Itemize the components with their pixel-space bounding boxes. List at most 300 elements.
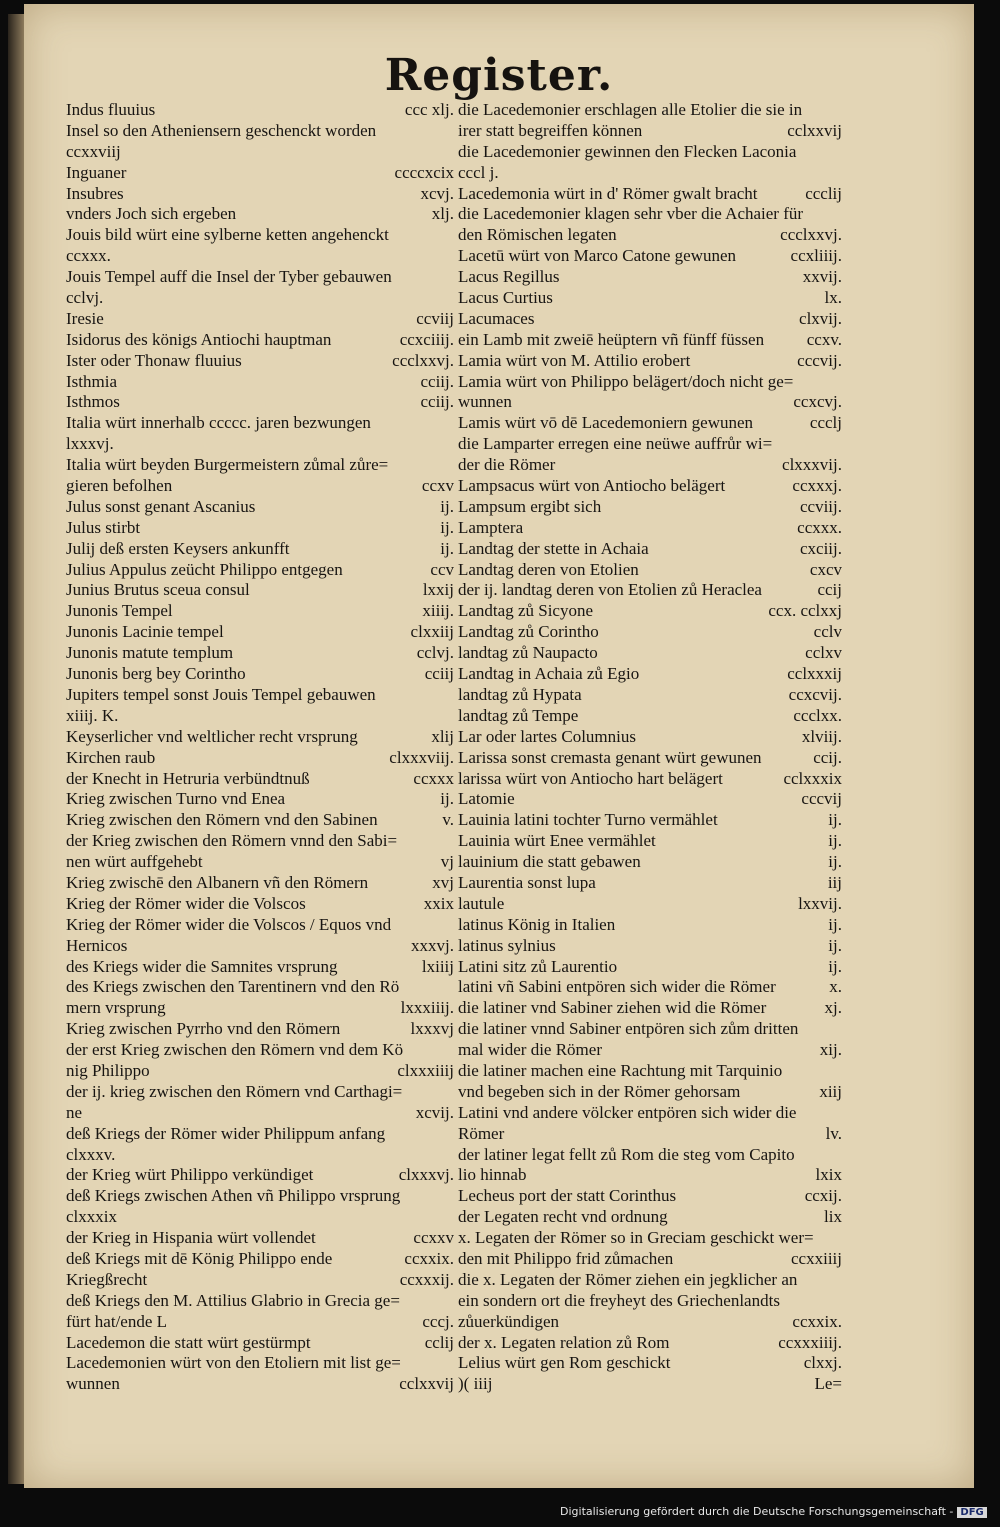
index-entry bbox=[458, 1145, 842, 1166]
index-entry bbox=[66, 873, 454, 894]
index-entry bbox=[66, 121, 454, 142]
index-entry bbox=[458, 936, 842, 957]
entry-page-number: iij bbox=[827, 872, 842, 892]
entry-text: Lacus Curtius bbox=[458, 288, 553, 308]
entry-page-number: ccij. bbox=[813, 747, 842, 767]
index-entry bbox=[66, 936, 454, 957]
entry-text: der erst Krieg zwischen den Römern vnd dem Kö bbox=[66, 1040, 404, 1060]
entry-text: Junonis Lacinie tempel bbox=[66, 622, 224, 642]
index-entry bbox=[458, 372, 842, 393]
entry-text: Jouis bild würt eine sylberne ketten angehenckt bbox=[66, 225, 389, 245]
index-entry bbox=[458, 873, 842, 894]
entry-page-number: ccxliiij. bbox=[790, 246, 842, 266]
index-entry bbox=[66, 977, 454, 998]
entry-text: Lar oder lartes Columnius bbox=[458, 726, 636, 746]
entry-page-number bbox=[448, 1186, 454, 1207]
entry-page-number: lxiiij bbox=[421, 956, 454, 976]
index-entry bbox=[458, 246, 842, 267]
entry-text: Lelius würt gen Rom geschickt bbox=[458, 1353, 671, 1373]
entry-text: Italia würt innerhalb ccccc. jaren bezwungen bbox=[66, 413, 371, 433]
entry-page-number: cclxv bbox=[805, 643, 842, 663]
index-entry bbox=[458, 580, 842, 601]
entry-page-number: ccclj bbox=[809, 413, 842, 433]
entry-page-number: ij. bbox=[828, 935, 842, 955]
index-entry bbox=[66, 831, 454, 852]
entry-text: wunnen bbox=[458, 392, 512, 412]
index-entry bbox=[66, 1103, 454, 1124]
index-entry bbox=[458, 915, 842, 936]
entry-page-number: ccclij bbox=[805, 183, 842, 203]
entry-text: Römer bbox=[458, 1123, 505, 1143]
index-entry bbox=[458, 1019, 842, 1040]
index-entry bbox=[458, 1186, 842, 1207]
entry-text: vnders Joch sich ergeben bbox=[66, 204, 237, 224]
entry-page-number bbox=[448, 685, 454, 706]
entry-text: latinus sylnius bbox=[458, 935, 556, 955]
index-entry bbox=[66, 163, 454, 184]
entry-text: Landtag der stette in Achaia bbox=[458, 538, 649, 558]
entry-text: Kriegßrecht bbox=[66, 1269, 148, 1289]
entry-text: die latiner machen eine Rachtung mit Tarquinio bbox=[458, 1060, 783, 1080]
entry-text: )( iiij bbox=[458, 1374, 493, 1394]
index-entry bbox=[458, 706, 842, 727]
index-entry bbox=[458, 1165, 842, 1186]
entry-page-number: ccxcvij. bbox=[788, 684, 842, 704]
entry-text: Lacetū würt von Marco Catone gewunen bbox=[458, 246, 737, 266]
entry-text: Lacedemonien würt von den Etoliern mit list ge= bbox=[66, 1353, 401, 1373]
index-entry bbox=[458, 727, 842, 748]
index-entry bbox=[66, 434, 454, 455]
index-entry bbox=[66, 1270, 454, 1291]
index-entry bbox=[458, 622, 842, 643]
entry-text: clxxxix bbox=[66, 1207, 117, 1227]
index-entry bbox=[66, 1291, 454, 1312]
entry-page-number: ccxxx. bbox=[797, 517, 842, 537]
entry-page-number: ccv bbox=[430, 559, 454, 579]
entry-text: der Legaten recht vnd ordnung bbox=[458, 1207, 668, 1227]
entry-page-number: ccxv. bbox=[806, 329, 842, 349]
index-entry bbox=[458, 1082, 842, 1103]
entry-page-number bbox=[448, 455, 454, 476]
entry-page-number: lxxxiiij. bbox=[400, 998, 454, 1018]
entry-text: Lamia würt von M. Attilio erobert bbox=[458, 350, 691, 370]
entry-page-number: ij. bbox=[828, 810, 842, 830]
entry-page-number: clxxiij bbox=[410, 622, 454, 642]
index-entry bbox=[66, 560, 454, 581]
entry-page-number bbox=[836, 1103, 842, 1124]
entry-page-number: ccxxix. bbox=[792, 1311, 842, 1331]
entry-text: der Knecht in Hetruria verbündtnuß bbox=[66, 768, 310, 788]
entry-text: der die Römer bbox=[458, 455, 556, 475]
index-entry bbox=[458, 560, 842, 581]
index-entry bbox=[66, 727, 454, 748]
entry-page-number: ij. bbox=[440, 496, 454, 516]
index-entry bbox=[458, 1103, 842, 1124]
entry-text: cccl j. bbox=[458, 162, 499, 182]
entry-page-number: cclxxvij bbox=[787, 120, 842, 140]
index-entry bbox=[458, 392, 842, 413]
entry-text: Isthmos bbox=[66, 392, 120, 412]
entry-page-number: ccclxxvj. bbox=[780, 225, 842, 245]
entry-text: der Krieg würt Philippo verkündiget bbox=[66, 1165, 314, 1185]
index-entry bbox=[66, 100, 454, 121]
entry-page-number bbox=[836, 1228, 842, 1249]
entry-text: Lacus Regillus bbox=[458, 267, 560, 287]
index-entry bbox=[458, 1061, 842, 1082]
entry-text: Lamia würt von Philippo belägert/doch nicht ge= bbox=[458, 371, 794, 391]
entry-page-number: ccviij bbox=[416, 308, 454, 328]
index-entry bbox=[458, 1353, 842, 1374]
index-entry bbox=[66, 894, 454, 915]
entry-text: Lacumaces bbox=[458, 308, 535, 328]
index-entry bbox=[66, 1040, 454, 1061]
entry-text: die Lamparter erregen eine neüwe auffrůr wi= bbox=[458, 434, 773, 454]
entry-page-number: xj. bbox=[824, 998, 842, 1018]
index-entry bbox=[458, 685, 842, 706]
entry-page-number: cclvj. bbox=[416, 643, 454, 663]
index-entry bbox=[66, 392, 454, 413]
entry-text: gieren befolhen bbox=[66, 476, 173, 496]
index-entry bbox=[66, 1207, 454, 1228]
index-entry bbox=[458, 852, 842, 873]
entry-text: Jouis Tempel auff die Insel der Tyber gebauwen bbox=[66, 267, 392, 287]
entry-page-number: lxix bbox=[815, 1165, 842, 1185]
entry-text: der Krieg zwischen den Römern vnnd den Sabi= bbox=[66, 831, 398, 851]
entry-text: zůuerkündigen bbox=[458, 1311, 560, 1331]
entry-text: Indus fluuius bbox=[66, 100, 156, 119]
entry-text: Inguaner bbox=[66, 162, 127, 182]
index-entry bbox=[66, 204, 454, 225]
index-entry bbox=[66, 497, 454, 518]
entry-text: Julius Appulus zeücht Philippo entgegen bbox=[66, 559, 343, 579]
entry-text: die Lacedemonier gewinnen den Flecken Laconia bbox=[458, 141, 797, 161]
index-entry bbox=[458, 413, 842, 434]
entry-text: mern vrsprung bbox=[66, 998, 166, 1018]
entry-page-number: ccviij. bbox=[799, 496, 842, 516]
entry-page-number: ccxcvj. bbox=[793, 392, 842, 412]
entry-text: Insubres bbox=[66, 183, 124, 203]
entry-text: Krieg zwischen den Römern vnd den Sabinen bbox=[66, 810, 378, 830]
entry-page-number: lv. bbox=[825, 1123, 842, 1143]
entry-page-number bbox=[836, 142, 842, 163]
entry-text: xiiij. K. bbox=[66, 705, 119, 725]
index-entry bbox=[66, 142, 454, 163]
entry-text: x. Legaten der Römer so in Greciam geschickt wer= bbox=[458, 1228, 814, 1248]
entry-text: Italia würt beyden Burgermeistern zůmal zůre= bbox=[66, 455, 389, 475]
index-entry bbox=[458, 539, 842, 560]
entry-page-number: ccxxxj. bbox=[792, 476, 842, 496]
entry-page-number: clxxj. bbox=[803, 1353, 842, 1373]
entry-page-number: xcvij. bbox=[415, 1102, 454, 1122]
index-entry bbox=[66, 769, 454, 790]
entry-text: latinus König in Italien bbox=[458, 914, 616, 934]
index-entry bbox=[458, 810, 842, 831]
index-entry bbox=[66, 664, 454, 685]
index-entry bbox=[458, 977, 842, 998]
entry-page-number bbox=[448, 831, 454, 852]
index-entry bbox=[458, 497, 842, 518]
entry-text: Lacedemonia würt in d' Römer gwalt bracht bbox=[458, 183, 758, 203]
entry-page-number bbox=[448, 1082, 454, 1103]
entry-text: lxxxvj. bbox=[66, 434, 114, 454]
index-entry bbox=[458, 1374, 842, 1395]
entry-page-number: clxxxvij. bbox=[782, 455, 842, 475]
entry-text: ne bbox=[66, 1102, 83, 1122]
entry-text: landtag zů Naupacto bbox=[458, 643, 598, 663]
entry-text: Lamptera bbox=[458, 517, 524, 537]
entry-text: clxxxv. bbox=[66, 1144, 116, 1164]
index-entry bbox=[66, 685, 454, 706]
entry-page-number: xiij bbox=[819, 1081, 842, 1101]
index-entry bbox=[66, 1019, 454, 1040]
entry-text: Krieg der Römer wider die Volscos / Equos vnd bbox=[66, 914, 392, 934]
entry-page-number: ij. bbox=[440, 538, 454, 558]
entry-page-number bbox=[448, 288, 454, 309]
entry-text: ccxxx. bbox=[66, 246, 111, 266]
entry-text: deß Kriegs der Römer wider Philippum anfang bbox=[66, 1123, 386, 1143]
index-entry bbox=[458, 1291, 842, 1312]
entry-text: der ij. landtag deren von Etolien zů Heraclea bbox=[458, 580, 762, 600]
index-entry bbox=[458, 142, 842, 163]
index-entry bbox=[458, 121, 842, 142]
entry-text: latini vñ Sabini entpören sich wider die Römer bbox=[458, 977, 776, 997]
entry-text: larissa würt von Antiocho hart belägert bbox=[458, 768, 723, 788]
index-entry bbox=[458, 163, 842, 184]
index-entry bbox=[66, 1228, 454, 1249]
index-entry bbox=[66, 1061, 454, 1082]
index-entry bbox=[66, 184, 454, 205]
entry-page-number bbox=[448, 1207, 454, 1228]
entry-page-number: xxvij. bbox=[802, 267, 842, 287]
entry-page-number bbox=[448, 434, 454, 455]
entry-text: die latiner vnd Sabiner ziehen wid die Römer bbox=[458, 998, 767, 1018]
entry-page-number: cclij bbox=[424, 1332, 454, 1352]
entry-page-number: lxxij bbox=[422, 580, 454, 600]
index-entry bbox=[66, 852, 454, 873]
index-entry bbox=[66, 225, 454, 246]
entry-text: deß Kriegs zwischen Athen vñ Philippo vrsprung bbox=[66, 1186, 401, 1206]
entry-text: den mit Philippo frid zůmachen bbox=[458, 1248, 674, 1268]
entry-page-number: v. bbox=[442, 810, 454, 830]
index-entry bbox=[66, 706, 454, 727]
index-entry bbox=[458, 267, 842, 288]
entry-page-number bbox=[836, 1270, 842, 1291]
right-column bbox=[458, 100, 842, 1395]
entry-text: die Lacedemonier klagen sehr vber die Achaier für bbox=[458, 204, 804, 224]
entry-text: die x. Legaten der Römer ziehen ein jegklicher an bbox=[458, 1269, 798, 1289]
entry-text: nen würt auffgehebt bbox=[66, 852, 203, 872]
entry-text: Larissa sonst cremasta genant würt gewunen bbox=[458, 747, 762, 767]
entry-text: Iresie bbox=[66, 308, 104, 328]
entry-page-number: ij. bbox=[440, 517, 454, 537]
book-page bbox=[24, 4, 974, 1488]
entry-text: der latiner legat fellt zů Rom die steg vom Capito bbox=[458, 1144, 795, 1164]
footer-text: Digitalisierung gefördert durch die Deutsche Forschungsgemeinschaft - bbox=[560, 1505, 954, 1518]
index-entry bbox=[458, 831, 842, 852]
entry-text: Lacedemon die statt würt gestürmpt bbox=[66, 1332, 311, 1352]
entry-page-number: xlj. bbox=[431, 204, 454, 224]
index-entry bbox=[66, 351, 454, 372]
entry-text: fürt hat/ende L bbox=[66, 1311, 168, 1331]
index-entry bbox=[458, 664, 842, 685]
index-entry bbox=[458, 1249, 842, 1270]
entry-page-number: ccxxxiiij. bbox=[778, 1332, 842, 1352]
index-entry bbox=[458, 1228, 842, 1249]
index-entry bbox=[458, 1333, 842, 1354]
entry-text: Latomie bbox=[458, 789, 515, 809]
entry-text: die latiner vnnd Sabiner entpören sich zům dritten bbox=[458, 1019, 799, 1039]
entry-page-number: ccij bbox=[817, 580, 842, 600]
index-entry bbox=[66, 330, 454, 351]
entry-text: Julus sonst genant Ascanius bbox=[66, 496, 256, 516]
entry-text: der x. Legaten relation zů Rom bbox=[458, 1332, 670, 1352]
entry-text: Krieg zwischē den Albanern vñ den Römern bbox=[66, 872, 369, 892]
index-entry bbox=[66, 455, 454, 476]
entry-text: deß Kriegs den M. Attilius Glabrio in Grecia ge= bbox=[66, 1290, 400, 1310]
entry-text: den Römischen legaten bbox=[458, 225, 617, 245]
entry-page-number: cccj. bbox=[422, 1311, 454, 1331]
entry-text: Landtag deren von Etolien bbox=[458, 559, 639, 579]
index-entry bbox=[66, 601, 454, 622]
index-entry bbox=[66, 476, 454, 497]
entry-text: Lampsum ergibt sich bbox=[458, 496, 602, 516]
entry-text: Lauinia würt Enee vermählet bbox=[458, 831, 656, 851]
index-entry bbox=[66, 1145, 454, 1166]
index-entry bbox=[66, 1374, 454, 1395]
entry-page-number bbox=[448, 1124, 454, 1145]
entry-page-number: clxxxviij. bbox=[389, 747, 454, 767]
entry-text: Junonis Tempel bbox=[66, 601, 173, 621]
index-entry bbox=[66, 288, 454, 309]
index-entry bbox=[458, 518, 842, 539]
entry-page-number: cccvij. bbox=[797, 350, 842, 370]
entry-page-number: clxxxiiij bbox=[397, 1060, 454, 1080]
entry-page-number: cxciij. bbox=[799, 538, 842, 558]
index-entry bbox=[66, 267, 454, 288]
index-entry bbox=[66, 957, 454, 978]
index-entry bbox=[458, 769, 842, 790]
index-entry bbox=[458, 184, 842, 205]
entry-page-number bbox=[448, 1353, 454, 1374]
index-entry bbox=[66, 1186, 454, 1207]
index-entry bbox=[458, 476, 842, 497]
index-entry bbox=[458, 748, 842, 769]
entry-page-number bbox=[448, 267, 454, 288]
index-entry bbox=[66, 372, 454, 393]
left-column bbox=[66, 100, 454, 1395]
entry-page-number bbox=[448, 1291, 454, 1312]
entry-page-number: ccxxiiij bbox=[791, 1248, 842, 1268]
entry-page-number: vj bbox=[440, 852, 454, 872]
index-entry bbox=[458, 309, 842, 330]
entry-page-number: ccxciiij. bbox=[399, 329, 454, 349]
entry-text: Isthmia bbox=[66, 371, 117, 391]
entry-page-number: ccxij. bbox=[804, 1186, 842, 1206]
entry-text: lauinium die statt gebawen bbox=[458, 852, 641, 872]
entry-page-number bbox=[448, 121, 454, 142]
entry-page-number bbox=[836, 1291, 842, 1312]
entry-page-number: ij. bbox=[828, 956, 842, 976]
index-entry bbox=[458, 100, 842, 121]
entry-page-number: ccxxv bbox=[413, 1228, 454, 1248]
entry-page-number: ccxxxij. bbox=[399, 1269, 454, 1289]
entry-page-number: xxxvj. bbox=[411, 935, 454, 955]
entry-page-number: xcvj. bbox=[420, 183, 454, 203]
entry-page-number bbox=[836, 1061, 842, 1082]
index-entry bbox=[458, 288, 842, 309]
entry-text: vnd begeben sich in der Römer gehorsam bbox=[458, 1081, 741, 1101]
entry-page-number: clxxxvj. bbox=[398, 1165, 454, 1185]
entry-page-number: xlviij. bbox=[801, 726, 842, 746]
entry-page-number: ccxv bbox=[421, 476, 454, 496]
entry-page-number: ij. bbox=[828, 831, 842, 851]
entry-page-number: lx. bbox=[824, 288, 842, 308]
entry-text: Landtag zů Sicyone bbox=[458, 601, 594, 621]
entry-text: landtag zů Hypata bbox=[458, 684, 582, 704]
entry-text: Kirchen raub bbox=[66, 747, 156, 767]
entry-text: ccxxviij bbox=[66, 141, 121, 161]
entry-text: der ij. krieg zwischen den Römern vnd Carthagi= bbox=[66, 1081, 403, 1101]
entry-page-number: cccvij bbox=[801, 789, 842, 809]
entry-text: Isidorus des königs Antiochi hauptman bbox=[66, 329, 332, 349]
index-entry bbox=[66, 810, 454, 831]
entry-text: Hernicos bbox=[66, 935, 128, 955]
index-entry bbox=[66, 1082, 454, 1103]
footer-credit bbox=[560, 1505, 987, 1518]
index-entry bbox=[66, 1124, 454, 1145]
index-entry bbox=[458, 1040, 842, 1061]
index-entry bbox=[66, 643, 454, 664]
index-entry bbox=[66, 1312, 454, 1333]
index-entry bbox=[66, 748, 454, 769]
entry-text: Insel so den Atheniensern geschenckt worden bbox=[66, 120, 377, 140]
entry-page-number: xvj bbox=[432, 872, 454, 892]
index-entry bbox=[458, 204, 842, 225]
entry-text: Krieg der Römer wider die Volscos bbox=[66, 893, 306, 913]
entry-text: Julij deß ersten Keysers ankunfft bbox=[66, 538, 290, 558]
entry-text: Landtag zů Corintho bbox=[458, 622, 599, 642]
entry-text: der Krieg in Hispania würt vollendet bbox=[66, 1228, 316, 1248]
entry-text: Latini vnd andere völcker entpören sich wider die bbox=[458, 1102, 797, 1122]
entry-page-number: ccx. cclxxj bbox=[768, 601, 842, 621]
entry-page-number: cciij bbox=[424, 664, 454, 684]
entry-page-number: xlij bbox=[431, 726, 454, 746]
index-entry bbox=[458, 894, 842, 915]
entry-text: ein sondern ort die freyheyt des Griechenlandts bbox=[458, 1290, 780, 1310]
entry-text: Jupiters tempel sonst Jouis Tempel gebauwen bbox=[66, 684, 376, 704]
index-entry bbox=[66, 915, 454, 936]
index-entry bbox=[458, 789, 842, 810]
index-entry bbox=[458, 957, 842, 978]
entry-text: Junonis berg bey Corintho bbox=[66, 664, 246, 684]
entry-page-number bbox=[448, 1145, 454, 1166]
entry-text: Keyserlicher vnd weltlicher recht vrsprung bbox=[66, 726, 358, 746]
entry-page-number: ccclxxvj. bbox=[392, 350, 454, 370]
index-entry bbox=[458, 225, 842, 246]
entry-page-number bbox=[836, 434, 842, 455]
page-title: Register. bbox=[384, 50, 614, 101]
entry-page-number: lxxvij. bbox=[798, 893, 842, 913]
index-entry bbox=[66, 789, 454, 810]
entry-page-number: ccccxcix bbox=[394, 162, 454, 182]
entry-page-number: ccxxix. bbox=[404, 1248, 454, 1268]
entry-page-number bbox=[448, 142, 454, 163]
entry-page-number: cclxxxij bbox=[787, 664, 842, 684]
entry-page-number: clxvij. bbox=[799, 308, 842, 328]
entry-text: lio hinnab bbox=[458, 1165, 527, 1185]
index-entry bbox=[66, 518, 454, 539]
entry-page-number: xxix bbox=[423, 893, 454, 913]
